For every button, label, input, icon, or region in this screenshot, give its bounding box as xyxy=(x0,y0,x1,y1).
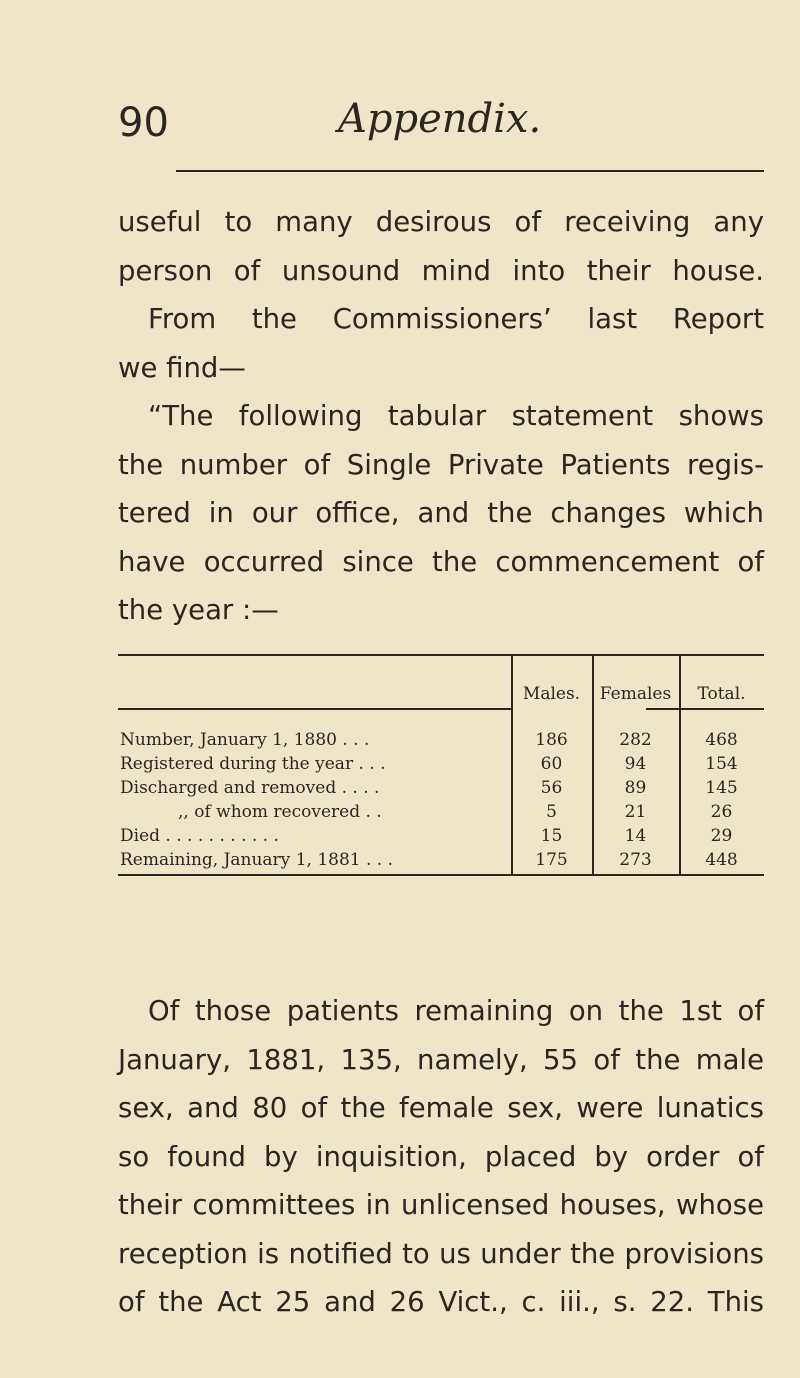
row-label: ,, of whom recovered . . xyxy=(178,802,382,822)
text-line: tered in our office, and the changes which xyxy=(118,497,764,529)
cell-males: 186 xyxy=(535,730,568,750)
row-label: Remaining, January 1, 1881 . . . xyxy=(120,850,394,870)
text-line: their committees in unlicensed houses, whose xyxy=(118,1189,764,1221)
cell-males: 175 xyxy=(535,850,568,870)
cell-total: 145 xyxy=(705,778,738,798)
text-line: have occurred since the commencement of xyxy=(118,545,764,578)
text-line: sex, and 80 of the female sex, were lunatics xyxy=(118,1092,764,1124)
header-rule xyxy=(176,170,764,172)
text-line: the number of Single Private Patients regis- xyxy=(118,448,764,481)
text-line: From the Commissioners’ last Report xyxy=(148,303,764,335)
cell-total: 448 xyxy=(705,850,738,870)
row-label: Registered during the year . . . xyxy=(120,754,386,774)
patients-table xyxy=(118,654,764,876)
cell-females: 14 xyxy=(624,826,647,846)
cell-total: 154 xyxy=(705,754,738,774)
cell-females: 94 xyxy=(624,754,647,774)
cell-males: 60 xyxy=(540,754,563,774)
row-label: Died . . . . . . . . . . . xyxy=(120,826,279,846)
cell-females: 273 xyxy=(619,850,652,870)
cell-total: 29 xyxy=(710,826,733,846)
table-top-rule xyxy=(118,654,764,656)
outro-paragraph xyxy=(118,987,764,1327)
text-line: person of unsound mind into their house. xyxy=(118,254,764,287)
table-bottom-rule xyxy=(118,874,764,876)
cell-total: 468 xyxy=(705,730,738,750)
intro-paragraph xyxy=(118,198,764,635)
cell-males: 56 xyxy=(540,778,563,798)
text-line: Of those patients remaining on the 1st of xyxy=(148,995,764,1027)
text-line: we find— xyxy=(118,351,246,384)
column-header-total: Total. xyxy=(697,684,746,704)
cell-females: 282 xyxy=(619,730,652,750)
text-line: reception is notified to us under the provisions xyxy=(118,1237,764,1270)
column-header-males: Males. xyxy=(522,684,581,704)
cell-total: 26 xyxy=(710,802,733,822)
text-line: the year :— xyxy=(118,594,279,626)
row-label: Discharged and removed . . . . xyxy=(120,778,380,798)
text-line: useful to many desirous of receiving any xyxy=(118,206,764,238)
cell-females: 89 xyxy=(624,778,647,798)
row-label: Number, January 1, 1880 . . . xyxy=(120,730,370,750)
text-line: “The following tabular statement shows xyxy=(148,400,764,432)
page-number: 90 xyxy=(118,100,169,146)
text-line: January, 1881, 135, namely, 55 of the male xyxy=(118,1043,764,1076)
table-header-rule-right xyxy=(646,708,764,710)
cell-males: 15 xyxy=(540,826,563,846)
page-header xyxy=(118,96,764,170)
cell-females: 21 xyxy=(624,802,647,822)
running-title: Appendix. xyxy=(338,96,542,142)
table-header-rule xyxy=(118,708,511,710)
text-line: so found by inquisition, placed by order of xyxy=(118,1140,764,1173)
cell-males: 5 xyxy=(546,802,557,822)
text-line: of the Act 25 and 26 Vict., c. iii., s. 22. This xyxy=(118,1286,764,1318)
column-header-females: Females xyxy=(599,684,672,704)
